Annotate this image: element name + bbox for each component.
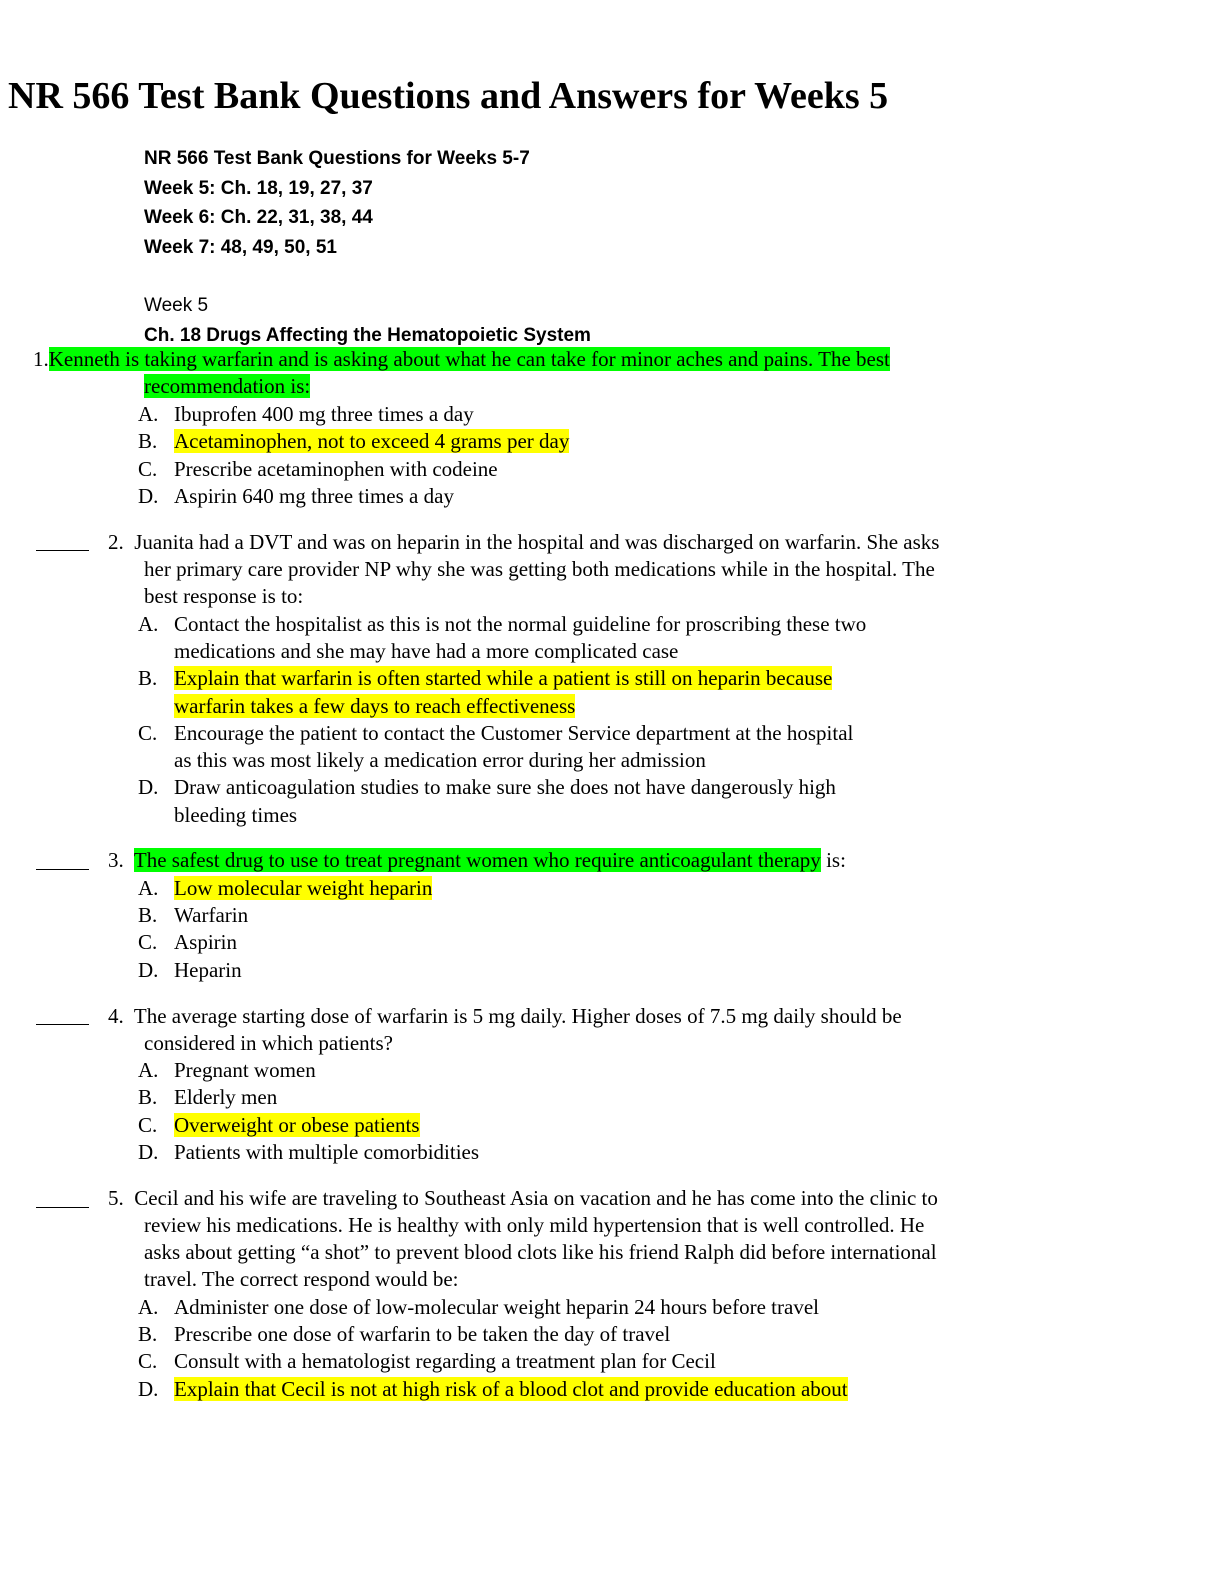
q2-option-d-text-1: Draw anticoagulation studies to make sure she does not have dangerously high [174,775,836,799]
option-letter: A. [138,876,159,900]
q5-stem-line4: travel. The correct respond would be: [144,1267,459,1291]
q2-option-c-line2: as this was most likely a medication error during her admission [174,748,706,772]
document-title: NR 566 Test Bank Questions and Answers for Weeks 5 [8,75,889,117]
q1-option-b-text: Acetaminophen, not to exceed 4 grams per day [174,429,570,453]
option-letter: B. [138,1322,158,1346]
q1-stem-line1 [33,346,890,374]
q5-option-c-text: Consult with a hematologist regarding a treatment plan for Cecil [174,1349,716,1373]
q5-stem-line2: review his medications. He is healthy with only mild hypertension that is well controlled. He [144,1213,925,1237]
intro-line-week7: Week 7: 48, 49, 50, 51 [144,236,337,258]
q4-option-d-text: Patients with multiple comorbidities [174,1140,480,1164]
q1-number: 1. [33,347,49,371]
option-letter: D. [138,484,159,508]
q5-stem-text-1: Cecil and his wife are traveling to Southeast Asia on vacation and he has come into the clinic to [134,1186,938,1210]
q1-option-a-text: Ibuprofen 400 mg three times a day [174,402,474,426]
q2-stem-line1 [108,529,939,557]
q2-number: 2. [108,530,124,554]
chapter-heading: Ch. 18 Drugs Affecting the Hematopoietic System [144,324,591,346]
q4-answer-blank[interactable] [36,1024,89,1025]
q1-stem-line2 [144,373,310,401]
option-letter: D. [138,1140,159,1164]
option-letter: C. [138,457,158,481]
q2-stem-line2: her primary care provider NP why she was getting both medications while in the hospital. The [144,557,935,581]
option-letter: B. [138,666,158,690]
q1-stem-highlight-2: recommendation is: [144,374,311,398]
q5-answer-blank[interactable] [36,1207,89,1208]
intro-line-weeks: NR 566 Test Bank Questions for Weeks 5-7 [144,148,530,169]
q4-stem-text-1: The average starting dose of warfarin is 5 mg daily. Higher doses of 7.5 mg daily should be [133,1004,902,1028]
option-letter: A. [138,1058,159,1082]
q4-stem-line1 [108,1003,902,1031]
q3-answer-blank[interactable] [36,869,89,870]
option-letter: B. [138,903,158,927]
q5-option-a-text: Administer one dose of low-molecular weight heparin 24 hours before travel [174,1295,819,1319]
q2-option-a-line2: medications and she may have had a more complicated case [174,639,679,663]
week-label: Week 5 [144,295,209,316]
option-letter: D. [138,958,159,982]
q3-stem-rest: is: [820,848,846,872]
option-letter: D. [138,1377,159,1401]
q4-option-b-text: Elderly men [174,1085,278,1109]
intro-block [144,144,591,350]
q4-number: 4. [108,1004,124,1028]
q2-option-a-text-1: Contact the hospitalist as this is not the normal guideline for proscribing these two [174,612,867,636]
q4-option-c-text: Overweight or obese patients [174,1113,420,1137]
q3-option-a-text: Low molecular weight heparin [174,876,433,900]
q2-answer-blank[interactable] [36,550,89,551]
q5-option-b-text: Prescribe one dose of warfarin to be taken the day of travel [174,1322,671,1346]
option-letter: C. [138,721,158,745]
q5-stem-line1 [108,1185,938,1213]
q3-option-d-text: Heparin [174,958,242,982]
q3-stem-highlight: The safest drug to use to treat pregnant women who require anticoagulant therapy [133,848,821,872]
q2-option-c-text-1: Encourage the patient to contact the Customer Service department at the hospital [174,721,854,745]
option-letter: D. [138,775,159,799]
q4-stem-line2: considered in which patients? [144,1031,394,1055]
q3-option-b-text: Warfarin [174,903,249,927]
q5-number: 5. [108,1186,124,1210]
q4-option-a-text: Pregnant women [174,1058,316,1082]
option-letter: A. [138,1295,159,1319]
q2-stem-line3: best response is to: [144,584,304,608]
option-letter: C. [138,1349,158,1373]
intro-spacer [144,262,591,291]
q1-option-c-text: Prescribe acetaminophen with codeine [174,457,498,481]
q3-number: 3. [108,848,124,872]
q2-option-b-text-2: warfarin takes a few days to reach effectiveness [174,694,576,718]
q2-option-d-line2: bleeding times [174,803,298,827]
q2-option-b-text-1: Explain that warfarin is often started while a patient is still on heparin because [174,666,833,690]
q3-stem [108,847,846,875]
option-letter: B. [138,1085,158,1109]
intro-line-week6: Week 6: Ch. 22, 31, 38, 44 [144,207,373,228]
q1-stem-highlight: Kenneth is taking warfarin and is asking about what he can take for minor aches and pains. The best [48,347,890,371]
q5-option-d-text: Explain that Cecil is not at high risk of a blood clot and provide education about [174,1377,848,1401]
option-letter: C. [138,930,158,954]
q1-option-d-text: Aspirin 640 mg three times a day [174,484,454,508]
q2-option-b-line2 [174,693,575,721]
q5-stem-line3: asks about getting “a shot” to prevent blood clots like his friend Ralph did before international [144,1240,937,1264]
option-letter: C. [138,1113,158,1137]
q2-stem-text-1: Juanita had a DVT and was on heparin in the hospital and was discharged on warfarin. She asks [134,530,940,554]
intro-line-week5: Week 5: Ch. 18, 19, 27, 37 [144,177,373,199]
option-letter: B. [138,429,158,453]
option-letter: A. [138,612,159,636]
q3-option-c-text: Aspirin [174,930,237,954]
option-letter: A. [138,402,159,426]
